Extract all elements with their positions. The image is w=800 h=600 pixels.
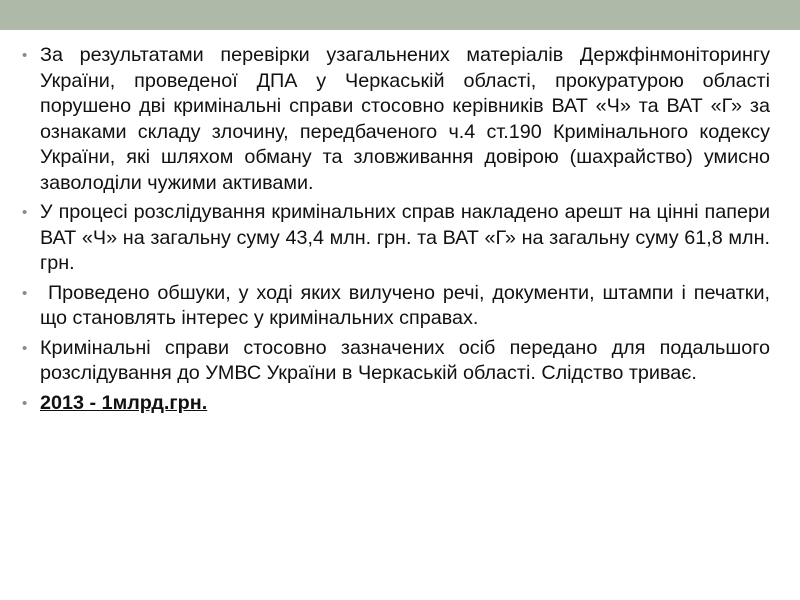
bullet-text: За результатами перевірки узагальнених матеріалів Держфінмоніторингу України, проведеної ДПА у Черкаській області, прокуратурою області порушено дві кримінальні справи стосовно керівників ВАТ «Ч» та ВАТ «Г» за ознаками складу злочину, передбаченого ч.4 ст.190 Кримінального кодексу України, які шляхом обману та зловживання довірою (шахрайство) умисно заволоділи чужими активами.: [40, 44, 770, 194]
bullet-item-5: [20, 391, 770, 417]
bullet-icon: •: [22, 394, 28, 412]
slide-content: [20, 43, 776, 420]
bullet-icon: •: [22, 284, 28, 302]
bullet-text-highlight: 2013 - 1млрд.грн.: [40, 391, 208, 414]
bullet-icon: •: [22, 339, 28, 357]
bullet-text: Проведено обшуки, у ході яких вилучено речі, документи, штампи і печатки, що становлять інтерес у кримінальних справах.: [40, 281, 776, 329]
bullet-icon: •: [22, 47, 28, 64]
bullet-item-3: [20, 281, 776, 332]
bullet-icon: •: [22, 204, 28, 221]
bullet-text: У процесі розслідування кримінальних справ накладено арешт на цінні папери ВАТ «Ч» на загальну суму 43,4 млн. грн. та ВАТ «Г» на загальну суму 61,8 млн. грн.: [40, 201, 770, 274]
bullet-item-4: [20, 336, 770, 387]
header-band: [0, 0, 800, 30]
bullet-text: Кримінальні справи стосовно зазначених осіб передано для подальшого розслідування до УМВС України в Черкаській області. Слідство триває.: [40, 336, 770, 384]
bullet-item-1: [20, 43, 770, 196]
bullet-item-2: [20, 200, 770, 277]
